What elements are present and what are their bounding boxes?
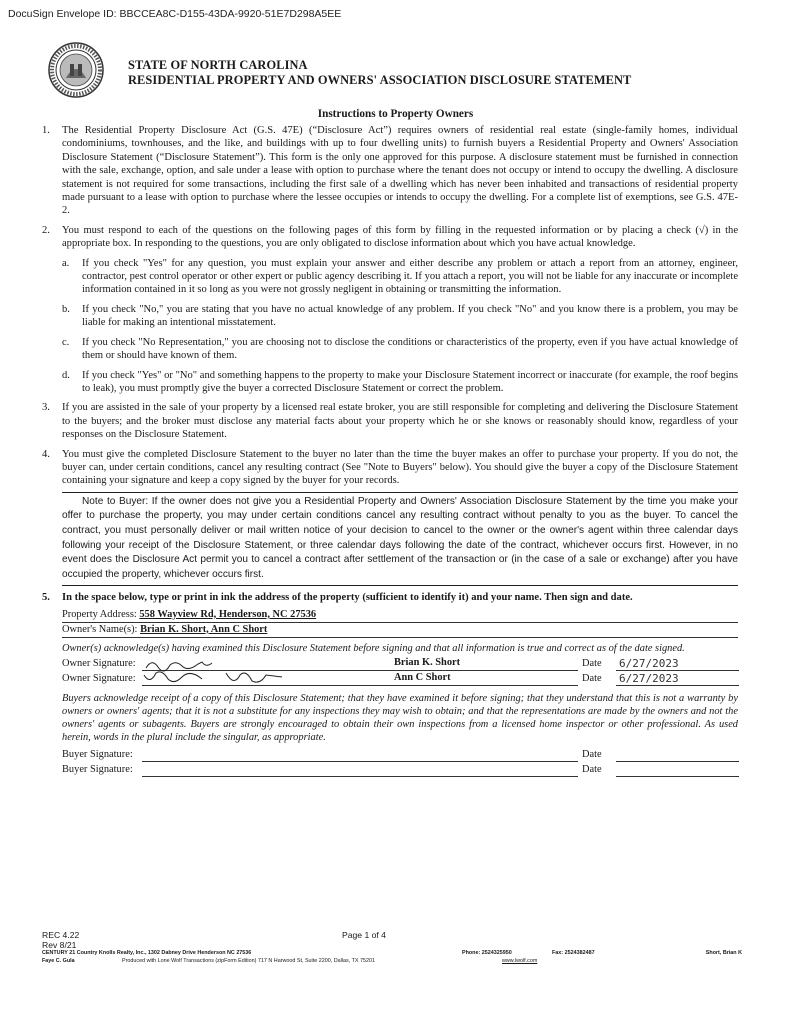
instruction-5: [42, 591, 738, 604]
owner-2-name: Ann C Short: [394, 672, 451, 684]
instructions-title: Instructions to Property Owners: [317, 108, 474, 120]
owner-signature-field-2[interactable]: [142, 674, 578, 686]
docusign-envelope-id: DocuSign Envelope ID: BBCCEA8C-D155-43DA-9920-51E7D298A5EE: [8, 8, 342, 20]
note-to-buyer: Note to Buyer: If the owner does not give you a Residential Property and Owners' Association Disclosure Statement by the time you make your offer to purchase the property, you may under certain conditions cancel any resulting contract without penalty to you as the buyer. To cancel the contract, you must personally deliver or mail written notice of your decision to cancel to the owner or the owner's agent within three calendar days following your receipt of the Disclosure Statement, or three calendar days following the date of the contract, whichever occurs first. However, in no event does the Disclosure Act permit you to cancel a contract after settlement of the transaction or (in the case of a sale or exchange) after you have occupied the property, whichever occurs first.: [62, 492, 738, 587]
owner-1-date[interactable]: 6/27/2023: [616, 658, 739, 671]
owner-acknowledgment: Owner(s) acknowledge(s) having examined this Disclosure Statement before signing and that all information is true and correct as of the date signed.: [62, 642, 685, 654]
owner-1-name: Brian K. Short: [394, 657, 461, 669]
item-letter: d.: [62, 369, 70, 381]
instruction-2b: [62, 303, 738, 330]
item-text: In the space below, type or print in ink the address of the property (sufficient to identify it) and your name. Then sign and date.: [62, 592, 633, 604]
item-text: If you check "No Representation," you are choosing not to disclose the conditions or characteristics of the property, even if you have actual knowledge of them or should have known of them.: [82, 336, 738, 362]
item-text: You must respond to each of the questions on the following pages of this form by filling in the requested information or by placing a check (√) in the appropriate box. In responding to the questions, you are only obligated to disclose information about which you have actual knowledge.: [62, 224, 738, 250]
page-footer: [42, 930, 742, 966]
item-text: You must give the completed Disclosure Statement to the buyer no later than the time the buyer makes an offer to purchase your property. If you do not, the buyer can, under certain conditions, cancel any resulting contract (See "Note to Buyers" below). You should give the buyer a copy of the Disclosure Statement containing your signature and keep a copy signed by the buyer for your records.: [62, 448, 738, 487]
instruction-3: [42, 401, 738, 441]
instruction-2d: [62, 369, 738, 396]
client-name: Short, Brian K: [705, 950, 742, 956]
item-number: 5.: [42, 592, 50, 604]
item-number: 4.: [42, 448, 50, 460]
produced-by: Produced with Lone Wolf Transactions (zipForm Edition) 717 N Harwood St, Suite 2200, Dallas, TX 75201: [122, 958, 375, 964]
instruction-2c: [62, 336, 738, 363]
property-address-row: [62, 608, 738, 623]
buyer-signature-row-1: [62, 750, 738, 762]
item-number: 3.: [42, 402, 50, 414]
buyer-signature-field-1[interactable]: [142, 750, 578, 762]
instructions-body: [42, 124, 738, 777]
company-phone: Phone: 2524325950: [462, 950, 512, 956]
buyer-signature-label: Buyer Signature:: [62, 749, 133, 761]
item-text: If you are assisted in the sale of your property by a licensed real estate broker, you are still responsible for completing and delivering the Disclosure Statement to the buyers; and the broker must disclose any material facts about your property which he or she knows or reasonably should know, regardless of your responses on the Disclosure Statement.: [62, 402, 738, 441]
date-label: Date: [582, 764, 602, 776]
item-number: 2.: [42, 224, 50, 236]
agent-name: Faye C. Gula: [42, 958, 75, 964]
state-seal-icon: [48, 42, 104, 98]
owner-names-label: Owner's Name(s):: [62, 623, 138, 635]
owner-signature-row-2: [62, 671, 738, 686]
buyer-signature-field-2[interactable]: [142, 765, 578, 777]
date-label: Date: [582, 658, 602, 670]
header-title: RESIDENTIAL PROPERTY AND OWNERS' ASSOCIATION DISCLOSURE STATEMENT: [128, 73, 632, 87]
item-text: If you check "No," you are stating that you have no actual knowledge of any problem. If you check "No" and you know there is a problem, you may be liable for making an intentional misstatement.: [82, 303, 738, 329]
owner-names-row: [62, 623, 738, 638]
page-number: Page 1 of 4: [342, 930, 386, 940]
buyer-1-date[interactable]: [616, 749, 739, 762]
instruction-2: [42, 224, 738, 251]
item-letter: b.: [62, 303, 70, 315]
instruction-2a: [62, 257, 738, 297]
instruction-4: [42, 448, 738, 488]
instruction-1: [42, 124, 738, 218]
company-fax: Fax: 2524382487: [552, 950, 595, 956]
revision: Rev 8/21: [42, 940, 77, 950]
item-letter: c.: [62, 336, 70, 348]
item-text: The Residential Property Disclosure Act (G.S. 47E) (“Disclosure Act”) requires owners of residential real estate (single-family homes, individual condominiums, townhouses, and the like, and buildings with up to four dwelling units) to furnish buyers a Residential Property and Owners' Association Disclosure Statement (“Disclosure Statement”). This form is the only one approved for this purpose. A disclosure statement must be furnished in connection with the sale, exchange, option, and sale under a lease with option to purchase where the tenant does not occupy or intend to occupy the dwelling. A disclosure statement is not required for some transactions, including the first sale of a dwelling which has never been inhabited and transactions of residential property made pursuant to a lease with option to purchase where the lessee occupies or intends to occupy the dwelling. For a complete list of exemptions, see G.S. 47E-2.: [62, 125, 738, 217]
owner-signature-label: Owner Signature:: [62, 673, 136, 685]
date-label: Date: [582, 749, 602, 761]
item-letter: a.: [62, 257, 70, 269]
property-address-label: Property Address:: [62, 608, 137, 620]
property-address-value[interactable]: 558 Wayview Rd, Henderson, NC 27536: [139, 608, 317, 620]
buyer-acknowledgment: Buyers acknowledge receipt of a copy of this Disclosure Statement; that they have examined it before signing; that they understand that this is not a warranty by owners or owners' agents; that it is not a substitute for any inspections they may wish to obtain; and that the representations are made by the owners and not the owners' agents or subagents. Buyers are strongly encouraged to obtain their own inspections from a licensed home inspector or other professional. As used herein, words in the plural include the singular, as appropriate.: [62, 692, 738, 743]
buyer-2-date[interactable]: [616, 764, 739, 777]
owner-signature-label: Owner Signature:: [62, 658, 136, 670]
signature-scribble-icon: [142, 667, 312, 687]
item-text: If you check "Yes" for any question, you must explain your answer and either describe any problem or attach a report from an attorney, engineer, contractor, pest control operator or other expert or public agency describing it. If you attach a report, you will not be liable for any inaccurate or incomplete information contained in it so long as you were not grossly negligent in obtaining or transmitting the information.: [82, 257, 738, 296]
owner-names-value[interactable]: Brian K. Short, Ann C Short: [140, 623, 268, 635]
header-state: STATE OF NORTH CAROLINA: [128, 58, 308, 72]
owner-2-date[interactable]: 6/27/2023: [616, 673, 739, 686]
item-text: If you check "Yes" or "No" and something happens to the property to make your Disclosure Statement incorrect or inaccurate (for example, the roof begins to leak), you must promptly give the buyer a corrected Disclosure Statement or correct the problem.: [82, 369, 738, 394]
buyer-signature-label: Buyer Signature:: [62, 764, 133, 776]
company-info: CENTURY 21 Country Knolls Realty, Inc., 1302 Dabney Drive Henderson NC 27536: [42, 950, 252, 956]
document-header: [128, 58, 631, 88]
item-number: 1.: [42, 125, 50, 136]
buyer-signature-row-2: [62, 765, 738, 777]
form-id: REC 4.22: [42, 930, 80, 940]
date-label: Date: [582, 673, 602, 685]
lwolf-link[interactable]: www.lwolf.com: [502, 958, 538, 964]
